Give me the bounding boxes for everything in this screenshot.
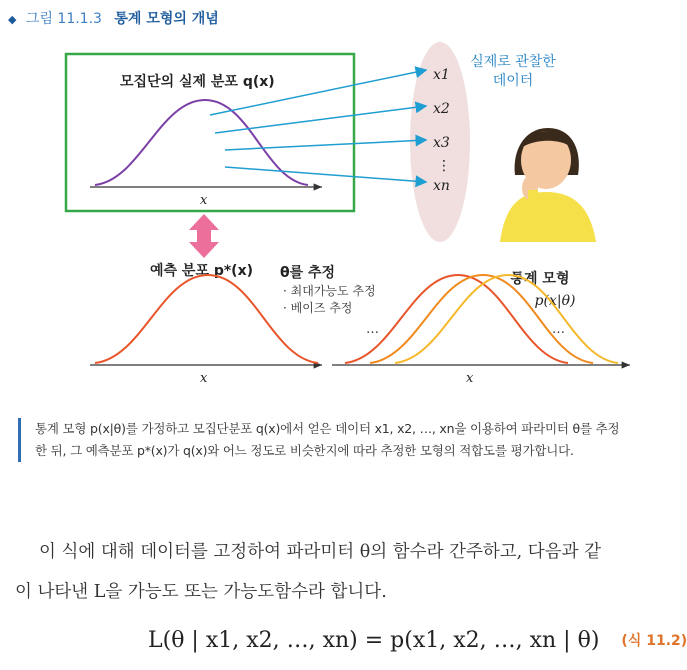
body-line-2: 이 나타낸 L을 가능도 또는 가능도함수라 합니다. [15, 582, 387, 602]
data-point-dots: ⋮ [437, 158, 451, 174]
estimation-title: θ를 추정 [280, 265, 336, 281]
double-arrow-icon [189, 214, 219, 258]
figure-caption [18, 418, 680, 462]
data-point-x3: x3 [433, 135, 450, 151]
model-title: 통계 모형 [510, 271, 570, 287]
person-icon [500, 128, 596, 242]
model-ellipsis-left: … [366, 322, 379, 337]
model-formula: p(x|θ) [534, 293, 576, 309]
population-x-label: x [200, 193, 208, 208]
caption-line-2: 한 뒤, 그 예측분포 p*(x)가 q(x)와 어느 정도로 비슷한지에 따라 추정한 모형의 적합도를 평가합니다. [35, 443, 574, 458]
sample-arrow-n [225, 167, 426, 182]
equation-text: L(θ | x1, x2, …, xn) = p(x1, x2, …, xn | θ) [148, 628, 600, 653]
diamond-icon: ◆ [8, 13, 17, 26]
population-title: 모집단의 실제 분포 q(x) [120, 74, 275, 90]
model-curve-1 [345, 275, 568, 363]
data-point-x2: x2 [433, 101, 450, 117]
figure-number: 그림 11.1.3 [25, 11, 102, 27]
data-point-xn: xn [433, 178, 450, 194]
estimation-method-mle: · 최대가능도 추정 [283, 284, 376, 298]
body-line-1: 이 식에 대해 데이터를 고정하여 파라미터 θ의 함수라 간주하고, 다음과 같 [39, 542, 601, 562]
data-point-x1: x1 [433, 67, 450, 83]
figure-name: 통계 모형의 개념 [114, 11, 219, 27]
sample-arrow-3 [225, 140, 426, 150]
model-curve-2 [370, 275, 593, 363]
estimation-method-bayes: · 베이즈 추정 [283, 301, 353, 315]
equation [148, 628, 687, 653]
model-x-label: x [466, 371, 474, 386]
equation-number: (식 11.2) [621, 633, 687, 649]
population-curve [95, 100, 308, 185]
observed-label-2: 데이터 [492, 73, 534, 89]
predictive-x-label: x [200, 371, 208, 386]
caption-line-1: 통계 모형 p(x|θ)를 가정하고 모집단분포 q(x)에서 얻은 데이터 x1, x2, …, xn을 이용하여 파라미터 θ를 추정 [35, 421, 620, 436]
figure-title [8, 8, 219, 28]
predictive-title: 예측 분포 p*(x) [150, 263, 254, 279]
model-ellipsis-right: … [552, 322, 565, 337]
body-paragraph [15, 532, 665, 612]
figure-diagram [0, 30, 677, 390]
observed-label-1: 실제로 관찰한 [470, 54, 556, 70]
sample-arrow-2 [215, 106, 426, 133]
